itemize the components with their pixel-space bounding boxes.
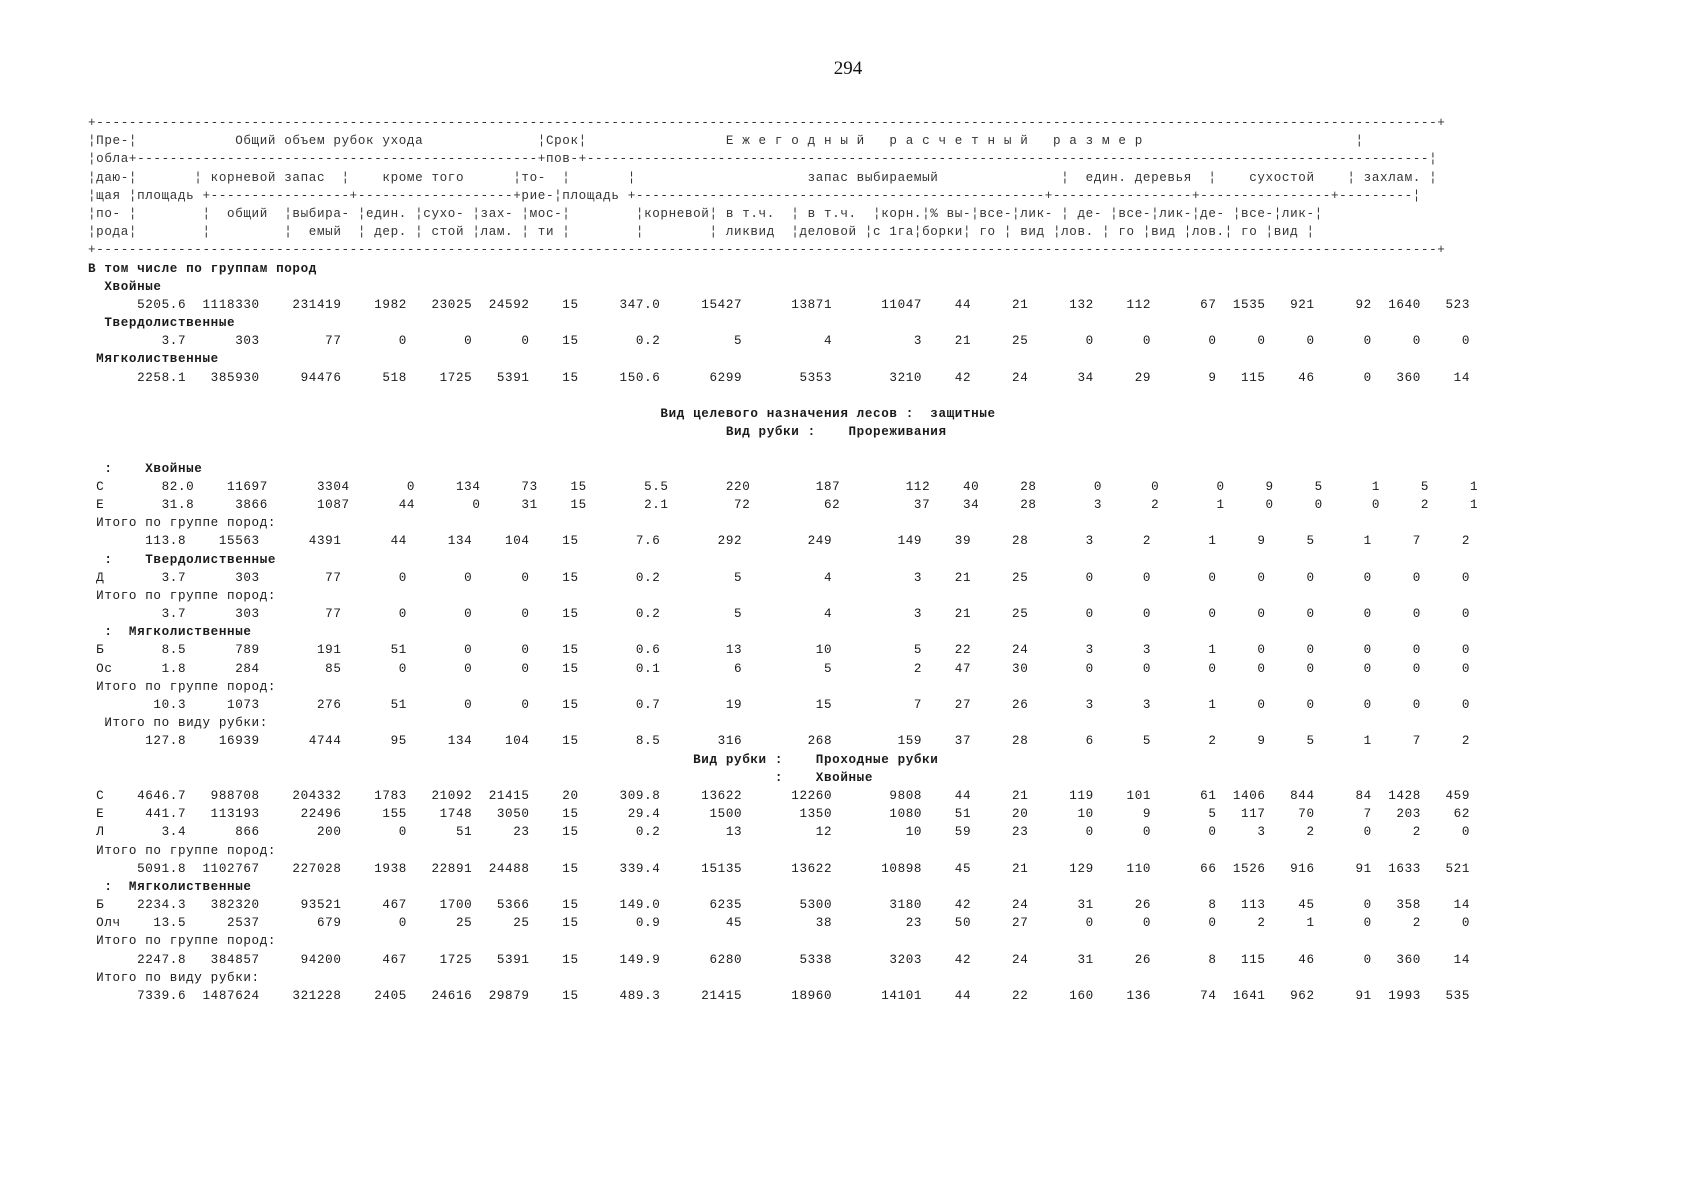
group-heading: : Мягколиственные [88,879,252,894]
group-heading: Хвойные [88,279,162,294]
table-row: 2258.1 385930 94476 518 1725 5391 15 150.6 6299 5353 3210 42 24 34 29 9 115 46 0 360 14 [88,370,1470,385]
table-row: Ос 1.8 284 85 0 0 0 15 0.1 6 5 2 47 30 0 0 0 0 0 0 0 0 [88,661,1470,676]
subtotal-label: Итого по группе пород: [88,843,277,858]
group-heading: : Хвойные [88,461,203,476]
subtotal-label: Итого по виду рубки: [88,716,268,731]
table-row: 7339.6 1487624 321228 2405 24616 29879 15 489.3 21415 18960 14101 44 22 160 136 74 1641 962 91 1993 535 [88,989,1470,1003]
table-row: 2247.8 384857 94200 467 1725 5391 15 149.9 6280 5338 3203 42 24 31 26 8 115 46 0 360 14 [88,952,1470,967]
table-row: 5091.8 1102767 227028 1938 22891 24488 15 339.4 15135 13622 10898 45 21 129 110 66 1526 916 91 1633 521 [88,861,1470,876]
table-row: С 4646.7 988708 204332 1783 21092 21415 20 309.8 13622 12260 9808 44 21 119 101 61 1406 844 84 1428 459 [88,788,1470,803]
table-header-line: ¦обла+-------------------------------------------------+пов-+-------------------------------------------------------------------------------------------------------¦ [88,152,1438,167]
group-heading: Мягколиственные [88,352,219,367]
table-header-line: ¦даю-¦ ¦ корневой запас ¦ кроме того ¦то- ¦ ¦ запас выбираемый ¦ един. деревья ¦ сухостой ¦ захлам. ¦ [88,170,1438,185]
table-header-line: +--------------------------------------------------------------------------------------------------------------------------------------------------------------------+ [88,243,1446,258]
group-heading: : Хвойные [88,770,874,785]
group-heading: : Мягколиственные [88,625,252,640]
subtotal-label: Итого по группе пород: [88,516,277,531]
table-row: 5205.6 1118330 231419 1982 23025 24592 15 347.0 15427 13871 11047 44 21 132 112 67 1535 921 92 1640 523 [88,297,1470,312]
table-row: Е 31.8 3866 1087 44 0 31 15 2.1 72 62 37 34 28 3 2 1 0 0 0 2 1 [88,497,1479,512]
subtotal-label: Итого по группе пород: [88,588,277,603]
forestry-table [88,114,1478,1005]
table-row: 10.3 1073 276 51 0 0 15 0.7 19 15 7 27 26 3 3 1 0 0 0 0 0 [88,698,1470,712]
table-row: 127.8 16939 4744 95 134 104 15 8.5 316 268 159 37 28 6 5 2 9 5 1 7 2 [88,734,1470,749]
table-row: Л 3.4 866 200 0 51 23 15 0.2 13 12 10 59 23 0 0 0 3 2 0 2 0 [88,825,1470,840]
subtotal-label: Итого по группе пород: [88,934,277,949]
table-row: Д 3.7 303 77 0 0 0 15 0.2 5 4 3 21 25 0 0 0 0 0 0 0 0 [88,570,1470,585]
table-header-line: ¦Пре-¦ Общий объем рубок ухода ¦Срок¦ Е ж е г о д н ы й р а с ч е т н ы й р а з м е р ¦ [88,134,1364,149]
blank-line [88,387,1478,405]
table-header-line: +--------------------------------------------------------------------------------------------------------------------------------------------------------------------+ [88,116,1446,130]
table-row: Е 441.7 113193 22496 155 1748 3050 15 29.4 1500 1350 1080 51 20 10 9 5 117 70 7 203 62 [88,807,1470,822]
group-heading: : Твердолиственные [88,552,277,567]
table-header-line: ¦щая ¦площадь +-----------------+-------------------+рие-¦площадь +--------------------------------------------------+-----------------+----------------+---------¦ [88,188,1421,203]
group-heading: Вид рубки : Прореживания [88,425,947,440]
group-heading: В том числе по группам пород [88,261,317,276]
subtotal-label: Итого по группе пород: [88,679,277,694]
group-heading: Твердолиственные [88,316,236,331]
blank-line [88,441,1478,459]
table-row: Б 2234.3 382320 93521 467 1700 5366 15 149.0 6235 5300 3180 42 24 31 26 8 113 45 0 358 14 [88,898,1470,913]
table-row: С 82.0 11697 3304 0 134 73 15 5.5 220 187 112 40 28 0 0 0 9 5 1 5 1 [88,479,1479,494]
page-number: 294 [833,58,863,79]
group-heading: Вид целевого назначения лесов : защитные [88,407,996,421]
group-heading: Вид рубки : Проходные рубки [88,752,939,767]
table-row: 113.8 15563 4391 44 134 104 15 7.6 292 249 149 39 28 3 2 1 9 5 1 7 2 [88,534,1470,549]
table-header-line: ¦по- ¦ ¦ общий ¦выбира- ¦един. ¦сухо- ¦зах- ¦мос-¦ ¦корневой¦ в т.ч. ¦ в т.ч. ¦корн.¦% вы-¦все-¦лик- ¦ де- ¦все-¦лик-¦де- ¦все-¦лик-¦ [88,206,1323,221]
subtotal-label: Итого по виду рубки: [88,970,260,985]
table-row: 3.7 303 77 0 0 0 15 0.2 5 4 3 21 25 0 0 0 0 0 0 0 0 [88,607,1470,622]
table-row: 3.7 303 77 0 0 0 15 0.2 5 4 3 21 25 0 0 0 0 0 0 0 0 [88,334,1470,349]
table-header-line: ¦рода¦ ¦ ¦ емый ¦ дер. ¦ стой ¦лам. ¦ ти ¦ ¦ ¦ ликвид ¦деловой ¦с 1га¦борки¦ го ¦ вид ¦лов. ¦ го ¦вид ¦лов.¦ го ¦вид ¦ [88,225,1315,240]
table-row: Б 8.5 789 191 51 0 0 15 0.6 13 10 5 22 24 3 3 1 0 0 0 0 0 [88,643,1470,658]
table-row: Олч 13.5 2537 679 0 25 25 15 0.9 45 38 23 50 27 0 0 0 2 1 0 2 0 [88,916,1470,931]
